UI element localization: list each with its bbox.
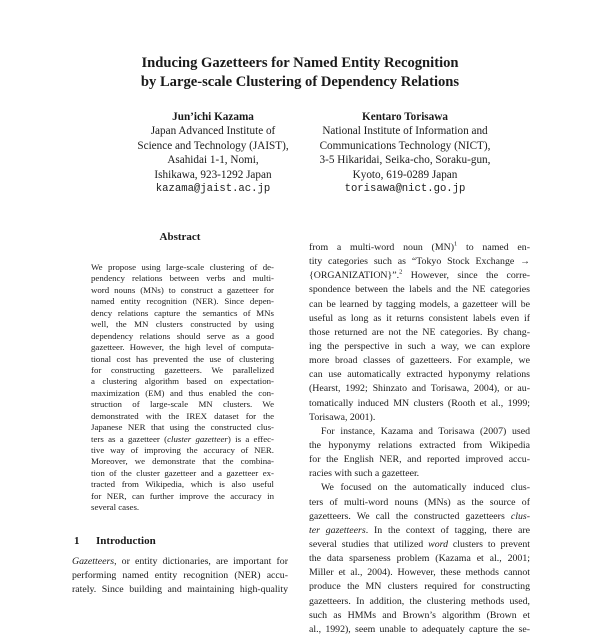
section-title: Introduction — [96, 535, 156, 547]
footnote-marker[interactable]: 2 — [399, 269, 403, 276]
text-span: to named en- — [457, 242, 530, 253]
text-line: can use automatically extracted hyponymy relations — [309, 369, 530, 381]
text-line: Miller et al., 2004). However, these methods cannot — [309, 567, 530, 579]
text-span: clusters to prevent — [448, 538, 530, 550]
text-line: for the English NER, and reported improved accu- — [309, 454, 530, 466]
author-affiliation-line: Kyoto, 619-0289 Japan — [352, 168, 458, 181]
text-line: tity categories such as “Tokyo Stock Exchange → — [309, 256, 530, 268]
text-span: However, since the corre- — [402, 270, 530, 282]
abstract-line: word nouns (MNs) to construct a gazetteer for — [91, 284, 274, 295]
text-line: ters of multi-word nouns (MNs) as the source of — [309, 496, 530, 508]
abstract-line: for NER, can further improve the accuracy in — [91, 490, 274, 501]
title-line-1: Inducing Gazetteers for Named Entity Recognition — [141, 55, 459, 71]
text-line — [309, 269, 530, 283]
italic-term: clus- — [510, 510, 530, 522]
text-line: We focused on the automatically induced clus- — [321, 482, 530, 494]
text-line — [72, 555, 288, 569]
text-line — [309, 510, 530, 524]
text-line: racies with such a gazetteer. — [309, 468, 420, 480]
abstract-line — [91, 434, 274, 445]
abstract-line: tive way of improving the accuracy of NER. — [91, 445, 274, 455]
author-name: Kentaro Torisawa — [362, 111, 448, 123]
italic-term: word — [428, 538, 449, 550]
abstract-line: struction of large-scale MN clusters. We — [91, 399, 274, 410]
abstract-line: several cases. — [91, 502, 140, 513]
abstract-line: well, the MN clusters constructed by using — [91, 319, 274, 330]
author-affiliation-line: Science and Technology (JAIST), — [137, 139, 289, 152]
text-line — [309, 241, 530, 255]
text-line: produce the MN clusters required for constructing — [309, 581, 530, 593]
abstract-line: tracted from Wikipedia, which is also useful — [91, 479, 274, 490]
text-span: from a multi-word noun (MN) — [309, 242, 454, 253]
text-line: al., 1992), seem unable to adequately capture the se- — [309, 623, 530, 635]
abstract-line: maximization (EM) and thus enabled the con- — [91, 387, 274, 398]
section-heading-introduction — [74, 534, 156, 548]
abstract-line: dependency relations should serve as a good — [91, 330, 274, 341]
italic-term: Gazetteers — [72, 556, 115, 567]
abstract-line: dency relations capture the semantics of MNs — [91, 307, 274, 318]
author-affiliation-line: Japan Advanced Institute of — [150, 125, 276, 138]
right-column-text — [309, 241, 530, 637]
text-line: such as HMMs and Brown’s algorithm (Brown et — [309, 609, 530, 621]
text-line: more broad classes of gazetteers. For example, we — [309, 355, 530, 367]
author-name: Jun’ichi Kazama — [172, 111, 254, 123]
author-affiliation-line: Asahidai 1-1, Nomi, — [167, 154, 259, 167]
abstract-line: Moreover, we demonstrate that the combina- — [91, 456, 274, 467]
abstract-line-tail: ) is a effec- — [227, 433, 274, 444]
text-line: For instance, Kazama and Torisawa (2007) used — [321, 425, 530, 437]
paper-title — [0, 54, 600, 92]
text-span: . In the context of tagging, there are — [365, 524, 530, 536]
abstract-italic-term: cluster gazetteer — [167, 433, 228, 444]
text-line: the hyponymy relations extracted from Wikipedia — [309, 439, 530, 451]
author-affiliation-line: Communications Technology (NICT), — [319, 139, 491, 152]
intro-paragraph — [72, 555, 288, 597]
abstract-line-head: ters as a gazetteer ( — [91, 433, 168, 444]
text-line: those returned are not the NE categories. By chang- — [309, 326, 530, 338]
abstract-line: demonstrated with the IREX dataset for the — [91, 410, 274, 421]
text-line: spondence between the labels and the NE categories — [309, 284, 530, 296]
author-affiliation-line: Ishikawa, 923-1292 Japan — [154, 168, 272, 181]
text-line — [309, 524, 530, 538]
author-email[interactable]: kazama@jaist.ac.jp — [155, 183, 271, 196]
author-block-torisawa — [292, 110, 518, 196]
abstract-line: Japanese NER that using the constructed clus- — [91, 422, 274, 433]
text-line — [309, 538, 530, 552]
text-line: (Hearst, 1992; Shinzato and Torisawa, 2004), or au- — [309, 383, 530, 395]
text-line: ing the perspective in such a way, we can explore — [309, 340, 530, 352]
abstract-line: a clustering algorithm based on expectation- — [91, 376, 274, 387]
abstract-line: pendency relations between verbs and multi- — [91, 273, 274, 284]
author-email[interactable]: torisawa@nict.go.jp — [344, 183, 466, 196]
italic-term: ter gazetteers — [309, 524, 366, 536]
title-line-2: by Large-scale Clustering of Dependency Relations — [140, 74, 460, 90]
text-span: gazetteers. We call the constructed gazetteers — [309, 510, 511, 522]
text-span: several studies that utilized — [309, 538, 429, 550]
text-line: tomatically induced MN clusters (Rooth et al., 1999; — [309, 397, 530, 409]
text-line: can be learned by tagging models, a gazetteer will be — [309, 298, 530, 310]
abstract-line: named entity recognition (NER). Since depen- — [91, 296, 274, 307]
text-line: performing named entity recognition (NER) accu- — [72, 570, 288, 582]
text-line: the data sparseness problem (Kazama et al., 2001; — [309, 553, 530, 565]
text-span: {ORGANIZATION}”. — [309, 270, 400, 282]
text-line: rately. Since building and maintaining high-quality — [72, 584, 288, 596]
author-affiliation-line: National Institute of Information and — [322, 125, 488, 138]
abstract-line: gazetteer. However, the high level of computa- — [91, 342, 274, 353]
abstract-line: tion of the cluster gazetteer and a gazetteer ex- — [91, 467, 274, 478]
footnote-marker[interactable]: 1 — [453, 241, 458, 248]
text-line: gazetteers. In addition, the clustering methods used, — [309, 595, 530, 607]
text-line: Torisawa, 2001). — [309, 411, 376, 423]
text-line: useful as long as it returns consistent labels even if — [309, 312, 530, 324]
abstract-line: tional cost has prevented the use of clustering — [91, 353, 274, 364]
abstract-body — [91, 262, 274, 514]
abstract-line: We propose using large-scale clustering of de- — [91, 262, 274, 272]
abstract-line: for constructing gazetteers. We parallelized — [91, 364, 274, 375]
author-affiliation-line: 3-5 Hikaridai, Seika-cho, Soraku-gun, — [319, 154, 491, 167]
section-number: 1 — [74, 535, 80, 547]
abstract-heading: Abstract — [159, 231, 201, 243]
text-span: , or entity dictionaries, are important for — [114, 556, 288, 567]
